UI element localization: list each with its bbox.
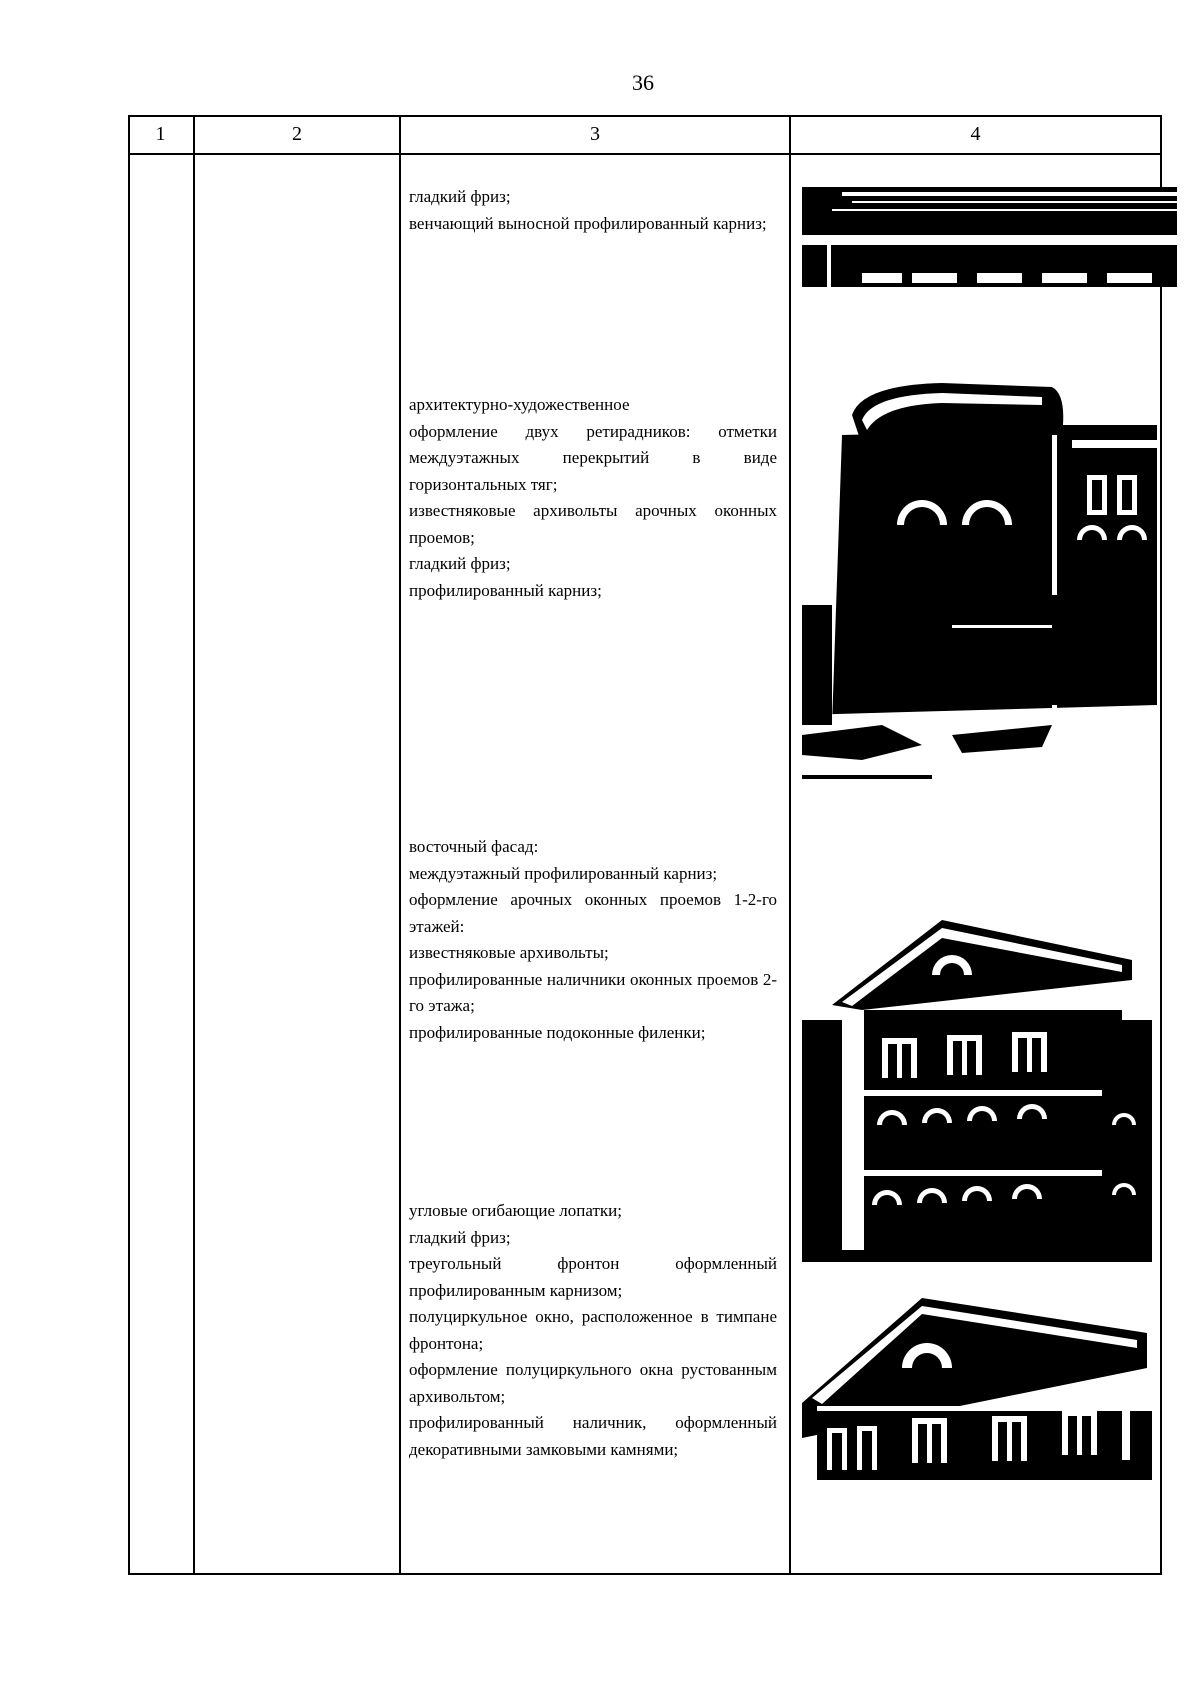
description-block-1 <box>409 184 777 237</box>
description-line: профилированный карниз; <box>409 580 602 600</box>
description-line: профилированные подоконные филенки; <box>409 1022 706 1042</box>
cornice-photo <box>802 187 1177 287</box>
description-line: оформление двух ретирадников: отметки междуэтажных перекрытий в виде горизонтальных тяг; <box>409 421 777 494</box>
page-number: 36 <box>632 70 654 95</box>
description-line: архитектурно-художественное <box>409 395 630 414</box>
description-line: профилированные наличники оконных проемов 2-го этажа; <box>409 969 777 1015</box>
description-line: гладкий фриз; <box>409 1227 511 1247</box>
header-cell-1: 1 <box>155 123 166 145</box>
description-line: оформление полуциркульного окна рустованным архивольтом; <box>409 1360 777 1406</box>
description-block-4 <box>409 1198 777 1463</box>
description-line: восточный фасад: <box>409 837 539 856</box>
header-cell-3: 3 <box>590 123 600 145</box>
description-line: известняковые архивольты; <box>409 943 609 962</box>
description-line: полуциркульное окно, расположенное в тимпане фронтона; <box>409 1307 777 1353</box>
description-line: гладкий фриз; <box>409 187 511 206</box>
building-corner-photo <box>802 375 1157 795</box>
description-line: угловые огибающие лопатки; <box>409 1201 622 1220</box>
description-line: оформление арочных оконных проемов 1-2-го этажей: <box>409 890 777 936</box>
header-cell-4: 4 <box>970 123 981 145</box>
description-line: известняковые архивольты арочных оконных проемов; <box>409 501 777 547</box>
east-facade-photo <box>802 920 1152 1262</box>
description-block-3 <box>409 834 777 1046</box>
description-line: венчающий выносной профилированный карниз; <box>409 213 767 233</box>
header-separator <box>128 153 1162 155</box>
description-line: профилированный наличник, оформленный декоративными замковыми камнями; <box>409 1413 777 1459</box>
description-block-2 <box>409 392 777 604</box>
table-border-left <box>128 115 130 1575</box>
column-separator-2 <box>399 115 401 1575</box>
table-border-right <box>1160 115 1162 1575</box>
pediment-photo <box>802 1298 1152 1480</box>
header-cell-2: 2 <box>292 123 302 145</box>
column-separator-1 <box>193 115 195 1575</box>
document-table <box>128 115 1162 1575</box>
description-line: междуэтажный профилированный карниз; <box>409 863 718 883</box>
column-separator-3 <box>789 115 791 1575</box>
description-line: гладкий фриз; <box>409 554 511 573</box>
table-border-bottom <box>128 1573 1162 1575</box>
description-line: треугольный фронтон оформленный профилированным карнизом; <box>409 1254 777 1300</box>
